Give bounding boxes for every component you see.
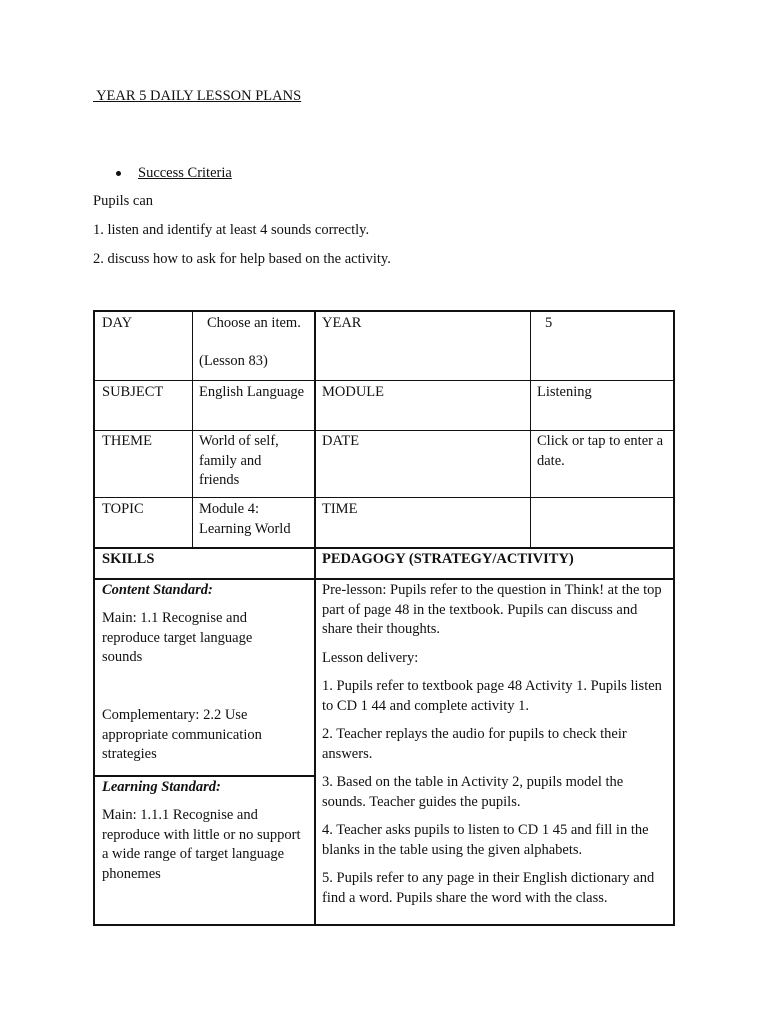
success-criteria-heading-row	[116, 165, 232, 182]
success-criterion-1: 1. listen and identify at least 4 sounds correctly.	[93, 222, 370, 238]
content-standard-main: Main: 1.1 Recognise and reproduce target language sounds	[102, 610, 253, 665]
success-criterion-2: 2. discuss how to ask for help based on the activity.	[93, 251, 391, 267]
table-divider	[95, 497, 673, 498]
table-divider	[314, 312, 316, 924]
success-criteria-intro: Pupils can	[93, 193, 154, 209]
date-label: DATE	[322, 433, 360, 449]
pedagogy-content	[322, 581, 668, 917]
table-divider	[95, 578, 673, 580]
pedagogy-pre-lesson: Pre-lesson: Pupils refer to the question in Think! at the top part of page 48 in the textbook. Pupils can discuss and share their thoughts.	[322, 582, 662, 637]
time-label: TIME	[322, 501, 358, 517]
date-picker[interactable]: Click or tap to enter a date.	[537, 433, 664, 469]
subject-value: English Language	[199, 384, 305, 400]
content-standard-complementary: Complementary: 2.2 Use appropriate communication strategies	[102, 707, 262, 762]
day-label: DAY	[102, 315, 133, 331]
lesson-plan-table	[93, 310, 675, 926]
pedagogy-step: 1. Pupils refer to textbook page 48 Activity 1. Pupils listen to CD 1 44 and complete activity 1.	[322, 678, 662, 714]
table-divider	[95, 380, 673, 381]
lesson-number: (Lesson 83)	[199, 353, 268, 369]
module-value: Listening	[537, 384, 592, 400]
day-dropdown[interactable]: Choose an item.	[207, 315, 301, 331]
year-value: 5	[545, 315, 553, 331]
topic-label: TOPIC	[102, 501, 144, 517]
learning-standard-main: Main: 1.1.1 Recognise and reproduce with little or no support a wide range of target language phonemes	[102, 807, 301, 882]
pedagogy-lesson-delivery: Lesson delivery:	[322, 649, 419, 666]
subject-label: SUBJECT	[102, 384, 164, 400]
topic-value: Module 4: Learning World	[199, 501, 291, 537]
bullet-icon	[116, 171, 121, 176]
pedagogy-step: 2. Teacher replays the audio for pupils to check their answers.	[322, 726, 627, 762]
success-criteria-heading: Success Criteria	[138, 165, 232, 181]
skills-header: SKILLS	[102, 551, 155, 567]
pedagogy-step: 5. Pupils refer to any page in their English dictionary and find a word. Pupils share the word with the class.	[322, 870, 655, 906]
table-divider	[95, 430, 673, 431]
theme-label: THEME	[102, 433, 152, 449]
pedagogy-header: PEDAGOGY (STRATEGY/ACTIVITY)	[322, 551, 574, 567]
table-divider	[95, 547, 673, 549]
content-standard-label: Content Standard:	[102, 582, 213, 598]
document-title: YEAR 5 DAILY LESSON PLANS	[93, 88, 302, 104]
table-divider	[95, 775, 315, 777]
module-label: MODULE	[322, 384, 385, 400]
theme-value: World of self, family and friends	[199, 433, 279, 488]
pedagogy-step: 3. Based on the table in Activity 2, pupils model the sounds. Teacher guides the pupils.	[322, 774, 624, 810]
learning-standard-label: Learning Standard:	[102, 779, 221, 795]
year-label: YEAR	[322, 315, 362, 331]
pedagogy-step: 4. Teacher asks pupils to listen to CD 1 45 and fill in the blanks in the table using the given alphabets.	[322, 822, 649, 858]
